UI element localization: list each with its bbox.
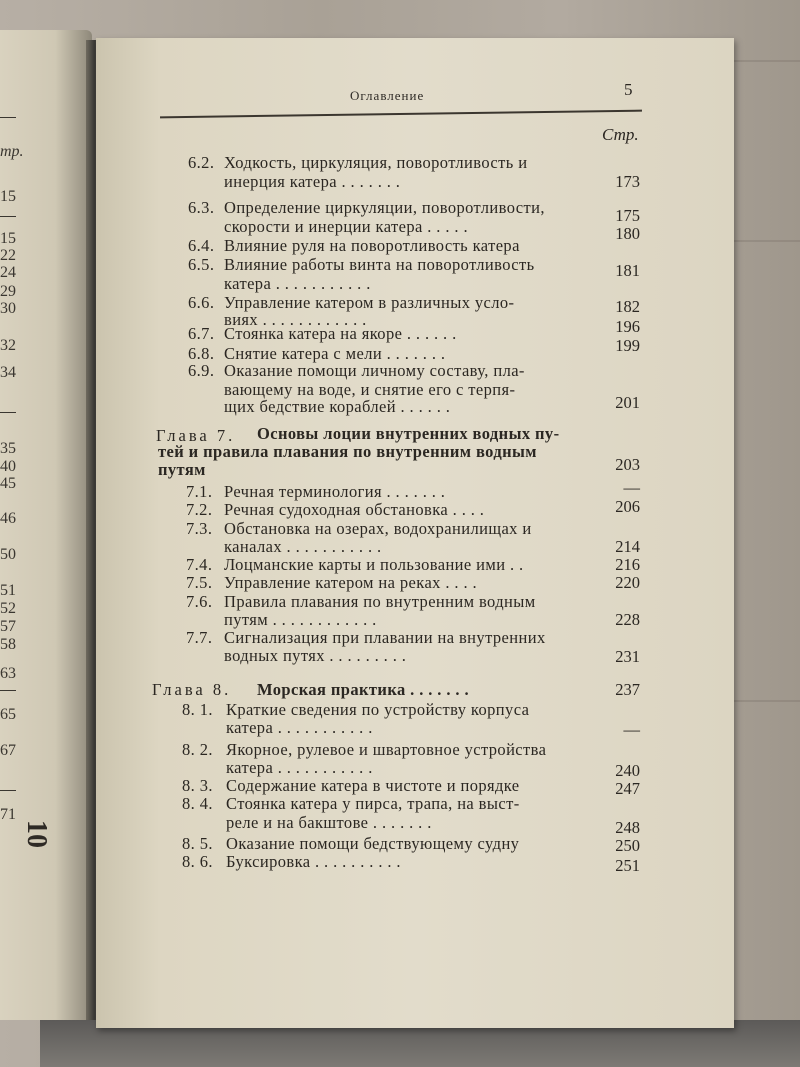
toc-entry-page: 248 <box>615 818 640 837</box>
toc-entry-number: 7.6. <box>186 592 213 611</box>
left-page-number: 15 <box>0 188 16 205</box>
toc-entry-number: 6.8. <box>188 344 215 363</box>
toc-entry-line: Буксировка . . . . . . . . . . <box>226 852 401 871</box>
chapter-label: Глава 8. <box>152 680 232 699</box>
chapter-title-line: путям <box>158 460 206 479</box>
toc-entry-line: Оказание помощи личному составу, пла- <box>224 361 525 380</box>
left-page-rule <box>0 790 16 791</box>
toc-entry-number: 6.9. <box>188 361 215 380</box>
left-page-number: 57 <box>0 618 16 635</box>
toc-entry-line: Содержание катера в чистоте и порядке <box>226 776 520 795</box>
toc-entry-number: 8. 5. <box>182 834 213 853</box>
left-page-number: 67 <box>0 742 16 759</box>
left-page-number: 24 <box>0 264 16 281</box>
toc-entry-line: виях . . . . . . . . . . . . <box>224 310 367 329</box>
toc-entry-line: Краткие сведения по устройству корпуса <box>226 700 530 719</box>
toc-entry-line: Правила плавания по внутренним водным <box>224 592 536 611</box>
toc-entry-number: 8. 3. <box>182 776 213 795</box>
toc-entry-line: Речная судоходная обстановка . . . . <box>224 500 485 519</box>
toc-entry-line: скорости и инерции катера . . . . . <box>224 217 468 236</box>
toc-entry-page: 181 <box>615 261 640 280</box>
left-page-number: 34 <box>0 364 16 381</box>
left-page-number: 22 <box>0 247 16 264</box>
toc-entry-page: 228 <box>615 610 640 629</box>
toc-entry-line: Определение циркуляции, поворотливости, <box>224 198 545 217</box>
toc-entry-line: Стоянка катера на якоре . . . . . . <box>224 324 457 343</box>
toc-entry-number: 7.4. <box>186 555 213 574</box>
left-page-number: 51 <box>0 582 16 599</box>
toc-entry-page: — <box>623 478 640 497</box>
toc-entry-line: Сигнализация при плавании на внутренних <box>224 628 546 647</box>
toc-entry-page: 180 <box>615 224 640 243</box>
toc-entry-line: катера . . . . . . . . . . . <box>224 274 371 293</box>
toc-entry-line: Управление катером в различных усло- <box>224 293 515 312</box>
toc-entry-line: инерция катера . . . . . . . <box>224 172 401 191</box>
toc-entry-page: 173 <box>615 172 640 191</box>
toc-entry-line: Якорное, рулевое и швартовное устройства <box>226 740 547 759</box>
toc-entry-line: Управление катером на реках . . . . <box>224 573 478 592</box>
toc-entry-number: 6.2. <box>188 153 215 172</box>
toc-entry-number: 7.7. <box>186 628 213 647</box>
left-page-rule <box>0 216 16 217</box>
toc-entry-page: 251 <box>615 856 640 875</box>
toc-entry-page: 196 <box>615 317 640 336</box>
toc-entry-line: водных путях . . . . . . . . . <box>224 646 407 665</box>
toc-entry-page: 214 <box>615 537 640 556</box>
left-page-number: 29 <box>0 283 16 300</box>
left-page-number: 40 <box>0 458 16 475</box>
toc-entry-page: 206 <box>615 497 640 516</box>
toc-entry-number: 6.4. <box>188 236 215 255</box>
running-header: Оглавление <box>350 88 425 103</box>
toc-entry-page: 175 <box>615 206 640 225</box>
toc-entry-line: Снятие катера с мели . . . . . . . <box>224 344 446 363</box>
toc-entry-line: Влияние работы винта на поворотливость <box>224 255 535 274</box>
toc-entry-number: 7.2. <box>186 500 213 519</box>
toc-entry-page: 231 <box>615 647 640 666</box>
toc-entry-page: 247 <box>615 779 640 798</box>
chapter-page: 203 <box>615 455 640 474</box>
toc-entry-line: катера . . . . . . . . . . . <box>226 718 373 737</box>
toc-entry-number: 8. 2. <box>182 740 213 759</box>
toc-entry-number: 8. 4. <box>182 794 213 813</box>
toc-entry-page: 220 <box>615 573 640 592</box>
left-page-number: 15 <box>0 230 16 247</box>
chapter-label: Глава 7. <box>156 426 236 445</box>
toc-entry-number: 6.5. <box>188 255 215 274</box>
page-column-label: Стр. <box>602 125 639 144</box>
toc-entry-page: 216 <box>615 555 640 574</box>
toc-entry-line: Лоцманские карты и пользование ими . . <box>224 555 524 574</box>
toc-entry-number: 8. 6. <box>182 852 213 871</box>
left-page-rotated-number: 10 <box>21 820 52 848</box>
toc-entry-page: 201 <box>615 393 640 412</box>
toc-entry-line: Оказание помощи бедствующему судну <box>226 834 520 853</box>
toc-entry-number: 7.1. <box>186 482 213 501</box>
left-page-number: 52 <box>0 600 16 617</box>
toc-entry-line: щих бедствие кораблей . . . . . . <box>224 397 451 416</box>
chapter-title-line: тей и правила плавания по внутренним водным <box>158 442 537 461</box>
left-page-number: 50 <box>0 546 16 563</box>
chapter-title-line: Основы лоции внутренних водных пу- <box>257 424 560 443</box>
toc-entry-line: путям . . . . . . . . . . . . <box>224 610 377 629</box>
toc-entry-page: 250 <box>615 836 640 855</box>
chapter-title-line: Морская практика . . . . . . . <box>257 680 469 699</box>
toc-entry-page: 240 <box>615 761 640 780</box>
toc-entry-line: Речная терминология . . . . . . . <box>224 482 446 501</box>
toc-entry-line: каналах . . . . . . . . . . . <box>224 537 382 556</box>
toc-entry-number: 8. 1. <box>182 700 213 719</box>
toc-entry-number: 7.3. <box>186 519 213 538</box>
left-page-number: 65 <box>0 706 16 723</box>
left-page-fragment: тр. <box>0 143 24 160</box>
toc-entry-page: 199 <box>615 336 640 355</box>
left-page-number: 71 <box>0 806 16 823</box>
left-page-number: 45 <box>0 475 16 492</box>
toc-entry-line: вающему на воде, и снятие его с терпя- <box>224 380 516 399</box>
toc-entry-line: реле и на бакштове . . . . . . . <box>226 813 432 832</box>
left-page-number: 46 <box>0 510 16 527</box>
toc-entry-line: катера . . . . . . . . . . . <box>226 758 373 777</box>
toc-entry-number: 7.5. <box>186 573 213 592</box>
page-number: 5 <box>624 80 633 99</box>
toc-entry-page: 182 <box>615 297 640 316</box>
left-page-number: 35 <box>0 440 16 457</box>
left-page-rule <box>0 117 16 118</box>
left-page-number: 58 <box>0 636 16 653</box>
toc-entry-number: 6.7. <box>188 324 215 343</box>
left-page-rule <box>0 690 16 691</box>
toc-entry-line: Ходкость, циркуляция, поворотливость и <box>224 153 528 172</box>
toc-entry-number: 6.6. <box>188 293 215 312</box>
left-page-number: 32 <box>0 337 16 354</box>
left-page-number: 63 <box>0 665 16 682</box>
toc-entry-page: — <box>623 720 640 739</box>
left-page-rule <box>0 412 16 413</box>
toc-entry-line: Обстановка на озерах, водохранилищах и <box>224 519 532 538</box>
toc-entry-number: 6.3. <box>188 198 215 217</box>
left-page-number: 30 <box>0 300 16 317</box>
chapter-page: 237 <box>615 680 640 699</box>
toc-entry-line: Стоянка катера у пирса, трапа, на выст- <box>226 794 520 813</box>
toc-entry-line: Влияние руля на поворотливость катера <box>224 236 520 255</box>
